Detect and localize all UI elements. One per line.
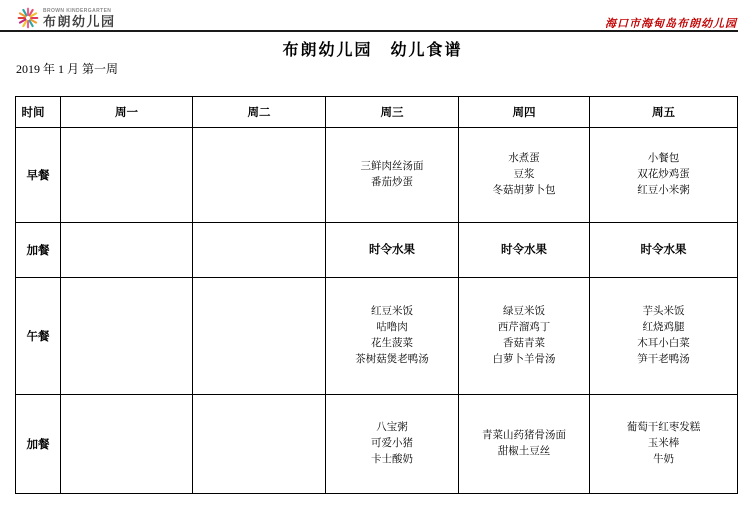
logo-starburst-icon bbox=[16, 6, 40, 30]
menu-item: 绿豆米饭 bbox=[503, 306, 545, 317]
menu-cell bbox=[326, 395, 459, 494]
menu-item: 三鲜肉丝汤面 bbox=[360, 161, 424, 172]
menu-cell bbox=[193, 395, 326, 494]
menu-item: 时令水果 bbox=[501, 244, 547, 256]
menu-item: 红豆小米粥 bbox=[637, 185, 690, 196]
menu-item: 八宝粥 bbox=[376, 422, 408, 433]
menu-cell bbox=[590, 278, 738, 395]
page-subtitle: 2019 年 1 月 第一周 bbox=[16, 62, 119, 76]
menu-cell bbox=[459, 278, 590, 395]
menu-cell bbox=[193, 128, 326, 223]
menu-item: 葡萄干红枣发糕 bbox=[626, 422, 701, 433]
menu-cell bbox=[61, 128, 193, 223]
column-header-day: 周一 bbox=[61, 97, 193, 128]
menu-item: 玉米棒 bbox=[647, 438, 680, 449]
menu-table bbox=[15, 96, 738, 494]
school-name-text: 海口市海甸岛布朗幼儿园 bbox=[605, 18, 737, 30]
column-header-day: 周三 bbox=[326, 97, 459, 128]
row-label: 早餐 bbox=[16, 128, 61, 223]
menu-cell bbox=[590, 223, 738, 278]
column-header-day: 周五 bbox=[590, 97, 738, 128]
menu-item: 木耳小白菜 bbox=[637, 338, 690, 349]
menu-item: 西芹溜鸡丁 bbox=[497, 322, 551, 333]
brand-cn-label: 布朗幼儿园 bbox=[43, 13, 116, 29]
menu-item: 豆浆 bbox=[513, 169, 535, 180]
menu-cell bbox=[193, 223, 326, 278]
menu-item: 香菇青菜 bbox=[503, 338, 545, 349]
column-header-day: 周四 bbox=[459, 97, 590, 128]
menu-item: 咕噜肉 bbox=[376, 322, 408, 333]
menu-item: 卡士酸奶 bbox=[371, 454, 413, 465]
menu-item: 时令水果 bbox=[640, 244, 687, 256]
menu-cell bbox=[459, 223, 590, 278]
logo-text bbox=[43, 9, 116, 28]
menu-cell bbox=[61, 278, 193, 395]
menu-item: 水煮蛋 bbox=[508, 153, 540, 164]
menu-cell bbox=[61, 395, 193, 494]
menu-item: 青菜山药猪骨汤面 bbox=[482, 430, 566, 441]
menu-row bbox=[16, 395, 738, 494]
menu-table-body bbox=[16, 97, 738, 494]
menu-item: 芋头米饭 bbox=[642, 306, 685, 317]
row-label: 午餐 bbox=[16, 278, 61, 395]
menu-item: 花生菠菜 bbox=[371, 338, 413, 349]
brand-small-label: BROWN KINDERGARTEN bbox=[43, 7, 112, 14]
menu-item: 双花炒鸡蛋 bbox=[637, 169, 690, 180]
column-header-time: 时间 bbox=[16, 97, 61, 128]
row-label: 加餐 bbox=[16, 395, 61, 494]
menu-cell bbox=[459, 395, 590, 494]
menu-item: 牛奶 bbox=[653, 454, 674, 465]
menu-cell bbox=[61, 223, 193, 278]
menu-cell bbox=[590, 395, 738, 494]
page-title: 布朗幼儿园 幼儿食谱 bbox=[282, 42, 463, 59]
menu-cell bbox=[326, 128, 459, 223]
header-divider bbox=[0, 30, 738, 32]
header-row bbox=[16, 97, 738, 128]
row-label: 加餐 bbox=[16, 223, 61, 278]
menu-item: 红烧鸡腿 bbox=[642, 322, 685, 333]
menu-item: 番茄炒蛋 bbox=[371, 177, 413, 188]
menu-row bbox=[16, 223, 738, 278]
menu-row bbox=[16, 278, 738, 395]
menu-cell bbox=[193, 278, 326, 395]
menu-row bbox=[16, 128, 738, 223]
menu-cell bbox=[326, 278, 459, 395]
menu-cell bbox=[590, 128, 738, 223]
menu-cell bbox=[326, 223, 459, 278]
menu-item: 小餐包 bbox=[647, 153, 680, 164]
menu-item: 白萝卜羊骨汤 bbox=[492, 354, 556, 365]
menu-cell bbox=[459, 128, 590, 223]
menu-item: 笋干老鸭汤 bbox=[637, 354, 690, 365]
menu-item: 时令水果 bbox=[369, 244, 415, 256]
menu-item: 可爱小猪 bbox=[371, 438, 413, 449]
menu-item: 甜椒土豆丝 bbox=[497, 446, 551, 457]
menu-item: 红豆米饭 bbox=[371, 306, 413, 317]
menu-item: 冬菇胡萝卜包 bbox=[492, 185, 556, 196]
kindergarten-logo bbox=[16, 6, 116, 30]
menu-item: 茶树菇煲老鸭汤 bbox=[355, 354, 429, 365]
column-header-day: 周二 bbox=[193, 97, 326, 128]
